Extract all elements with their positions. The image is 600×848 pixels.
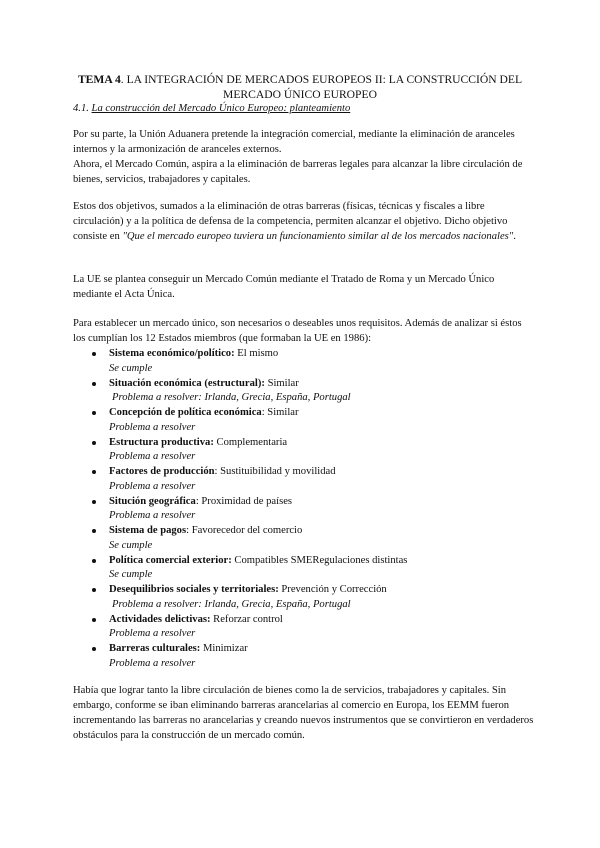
list-item — [73, 376, 543, 406]
bullet-icon — [92, 470, 96, 474]
requirement-label: Actividades delictivas: — [109, 613, 211, 625]
paragraph-text: La UE se plantea conseguir un Mercado Común mediante el Tratado de Roma y un Mercado Único mediante el Acta Única. — [73, 274, 495, 300]
requirements-list — [73, 346, 543, 671]
requirement-label: Situación económica (estructural): — [109, 377, 265, 389]
requirement-label: Sistema de pagos — [109, 525, 187, 536]
list-item — [73, 435, 543, 465]
requirement-label: Desequilibrios sociales y territoriales: — [109, 584, 279, 595]
requirement-value: Compatibles SMERegulaciones distintas — [231, 554, 408, 566]
quote-text: "Que el mercado europeo tuviera un funcionamiento similar al de los mercados nacionales" — [122, 231, 514, 242]
requirement-label: Política comercial exterior: — [109, 554, 232, 566]
requirement-value: : Favorecedor del comercio — [186, 525, 303, 536]
requirement-value: Minimizar — [200, 643, 248, 654]
bullet-icon — [92, 618, 96, 622]
requirement-status: Problema a resolver — [109, 451, 196, 462]
paragraph-text: Había que lograr tanto la libre circulación de bienes como la de servicios, trabajadores y capitales. Sin embargo, conforme se iban eliminando barreras arancelarias al comercio en Europa, los EEMM fueron incrementando las barreras no arancelarias y creando nuevos instrumentos que se convirtieron en verdaderos obstáculos para la construcción de un mercado común. — [73, 685, 534, 741]
list-item — [73, 494, 543, 524]
paragraph-text: Para establecer un mercado único, son necesarios o deseables unos requisitos. Además de analizar si éstos los cumplían los 12 Estados miembros (que formaban la UE en 1986): — [73, 318, 522, 344]
bullet-icon — [92, 441, 96, 445]
bullet-icon — [92, 647, 96, 651]
requirement-value: : Sustituibilidad y movilidad — [214, 466, 336, 477]
paragraph-text: Por su parte, la Unión Aduanera pretende la integración comercial, mediante la eliminación de aranceles internos y la armonización de aranceles externos. — [73, 129, 515, 155]
bullet-icon — [92, 352, 96, 356]
list-item — [73, 464, 543, 494]
requirement-value: Complementaria — [213, 436, 288, 448]
section-heading — [73, 101, 350, 116]
bullet-icon — [92, 559, 96, 563]
paragraph-union-aduanera — [73, 127, 535, 187]
paragraph-requisitos — [73, 316, 535, 346]
requirement-status: Problema a resolver — [109, 628, 196, 639]
requirement-label: Barreras culturales: — [109, 643, 201, 654]
paragraph-text-body: Estos dos objetivos, sumados a la eliminación de otras barreras (físicas, técnicas y fiscales a libre circulación) y a la política de defensa de la competencia, permiten alcanzar el objetivo. Dicho objetivo consiste en — [73, 201, 508, 242]
requirement-value: : Proximidad de países — [195, 495, 293, 507]
paragraph-text: Ahora, el Mercado Común, aspira a la eliminación de barreras legales para alcanzar la libre circulación de bienes, servicios, trabajadores y capitales. — [73, 159, 523, 185]
requirement-label: Concepción de política económica — [109, 407, 262, 418]
requirement-label: Factores de producción — [109, 466, 215, 477]
requirement-value: El mismo — [234, 348, 279, 359]
title-text: . LA INTEGRACIÓN DE MERCADOS EUROPEOS II: LA CONSTRUCCIÓN DEL MERCADO ÚNICO EUROPEO — [120, 73, 523, 101]
bullet-icon — [92, 500, 96, 504]
title-number: TEMA 4 — [77, 73, 121, 86]
list-item — [73, 553, 543, 583]
bullet-icon — [92, 382, 96, 386]
requirement-value: Similar — [264, 377, 299, 389]
section-number: 4.1. — [73, 103, 89, 114]
section-title: La construcción del Mercado Único Europeo: planteamiento — [91, 103, 351, 114]
list-item — [73, 612, 543, 642]
bullet-icon — [92, 411, 96, 415]
requirement-status: Problema a resolver: Irlanda, Grecia, España, Portugal — [112, 598, 351, 610]
paragraph-objetivos — [73, 199, 535, 244]
requirement-label: Sistema económico/político: — [109, 348, 235, 359]
requirement-status: Problema a resolver — [109, 480, 196, 492]
requirement-status: Se cumple — [109, 539, 153, 551]
list-item — [73, 523, 543, 553]
requirement-status: Se cumple — [109, 362, 153, 374]
paragraph-conclusion — [73, 683, 535, 743]
paragraph-end: . — [513, 231, 516, 242]
bullet-icon — [92, 588, 96, 592]
requirement-value: Prevención y Corrección — [278, 584, 387, 595]
requirement-status: Problema a resolver — [109, 657, 196, 669]
requirement-label: Situción geográfica — [109, 495, 196, 507]
list-item — [73, 405, 543, 435]
requirement-status: Problema a resolver — [109, 510, 196, 521]
requirement-status: Problema a resolver: Irlanda, Grecia, España, Portugal — [112, 392, 351, 403]
page-title — [70, 72, 530, 102]
paragraph-text — [73, 199, 535, 244]
requirement-value: Reforzar control — [210, 613, 283, 625]
requirement-status: Se cumple — [109, 569, 153, 580]
list-item — [73, 346, 543, 376]
requirement-value: : Similar — [261, 407, 299, 418]
list-item — [73, 641, 543, 671]
list-item — [73, 582, 543, 612]
paragraph-ue — [73, 272, 535, 302]
requirement-label: Estructura productiva: — [109, 436, 214, 448]
bullet-icon — [92, 529, 96, 533]
requirement-status: Problema a resolver — [109, 421, 196, 433]
